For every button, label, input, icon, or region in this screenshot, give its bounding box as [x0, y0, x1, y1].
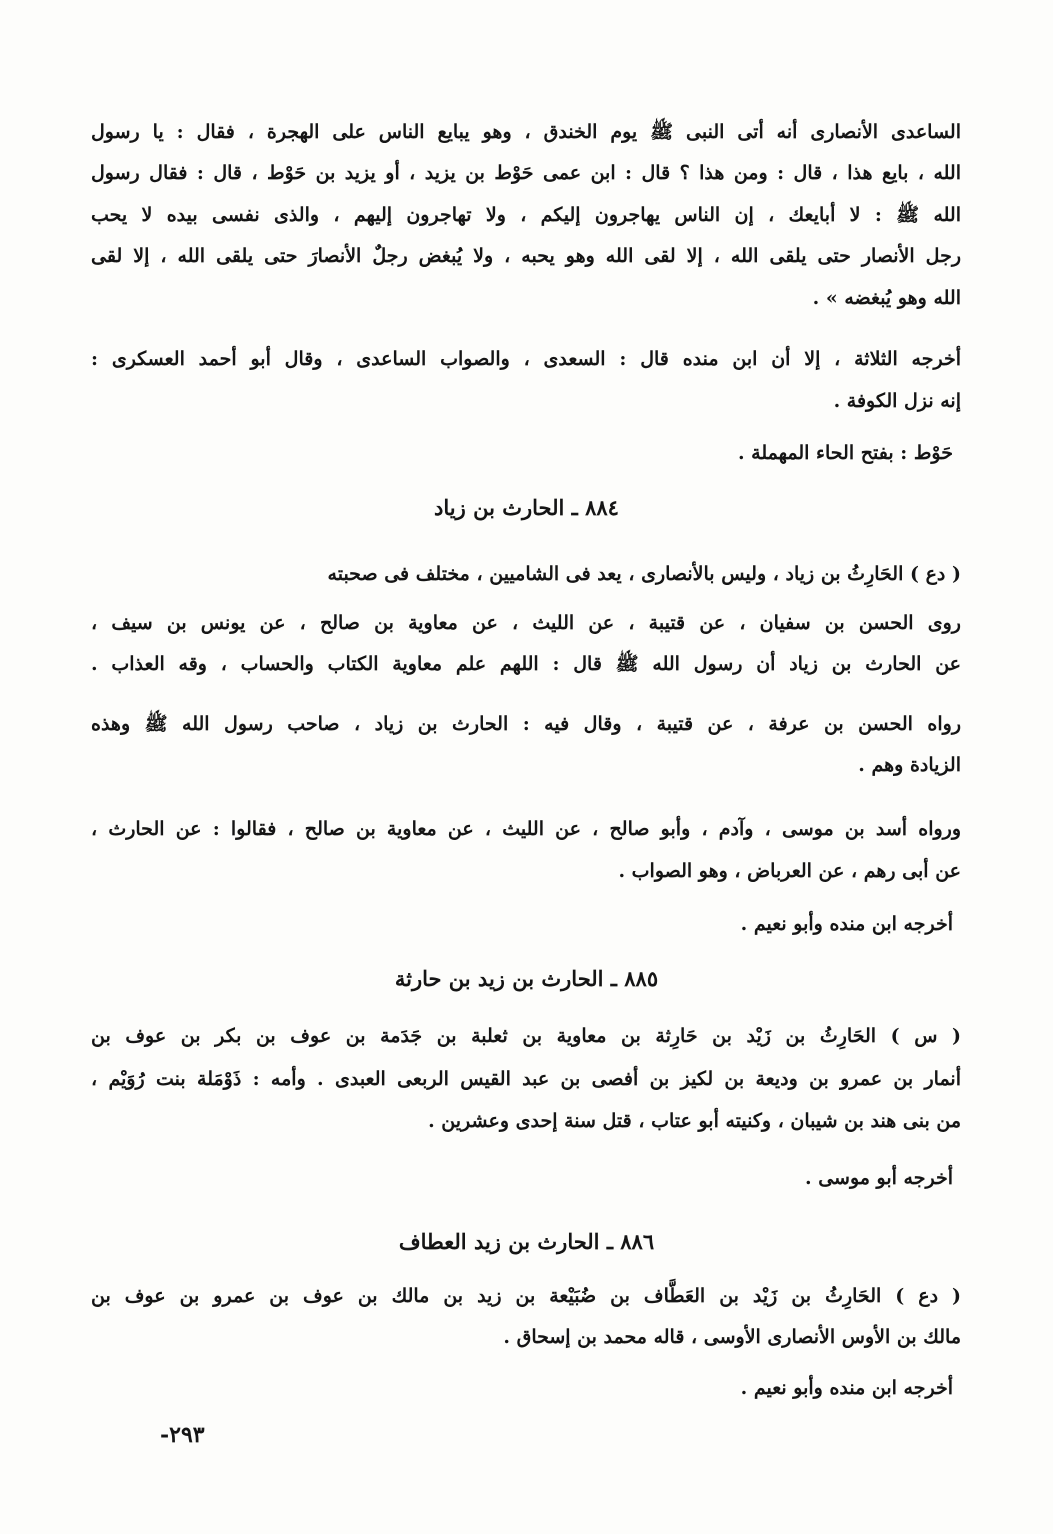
- paragraph-line: أخرجه أبو موسى .: [804, 1167, 953, 1189]
- section-heading: ٨٨٥ ـ الحارث بن زيد بن حارثة: [394, 966, 659, 991]
- paragraph-line: أنمار بن عمرو بن وديعة بن لكيز بن أفصى بن عبد القيس الربعى العبدى . وأمه : ذَوْمَلة بنت رُوَيْم ،: [91, 1068, 961, 1090]
- paragraph-line: ( دع ) الحَارِثُ بن زَيْد بن العَطَّاف بن ضُبَيْعة بن زيد بن مالك بن عوف بن عمرو بن عوف بن: [91, 1285, 961, 1307]
- paragraph-line: رواه الحسن بن عرفة ، عن قتيبة ، وقال فيه : الحارث بن زياد ، صاحب رسول الله ﷺ وهذه: [91, 713, 961, 735]
- paragraph-line: أخرجه ابن منده وأبو نعيم .: [740, 1377, 953, 1399]
- paragraph-line: عن الحارث بن زياد أن رسول الله ﷺ قال : اللهم علم معاوية الكتاب والحساب ، وقه العذاب .: [91, 653, 961, 675]
- paragraph-line: إنه نزل الكوفة .: [833, 390, 961, 412]
- paragraph-line: الله ، بايع هذا ، قال : ومن هذا ؟ قال : ابن عمى حَوْط بن يزيد ، أو يزيد بن حَوْط ، قال : فقال رسول: [91, 162, 961, 184]
- paragraph-line: ( دع ) الحَارِثُ بن زياد ، وليس بالأنصارى ، يعد فى الشاميين ، مختلف فى صحبته: [327, 563, 961, 585]
- paragraph-line: حَوْط : بفتح الحاء المهملة .: [737, 442, 953, 464]
- paragraph-line: ( س ) الحَارِثُ بن زَيْد بن حَارِثة بن معاوية بن ثعلبة بن جَدَمة بن عوف بن بكر بن عوف بن: [91, 1025, 961, 1047]
- section-heading: ٨٨٤ ـ الحارث بن زياد: [434, 495, 619, 520]
- paragraph-line: أخرجه ابن منده وأبو نعيم .: [740, 913, 953, 935]
- paragraph-line: الساعدى الأنصارى أنه أتى النبى ﷺ يوم الخندق ، وهو يبايع الناس على الهجرة ، فقال : يا رسول: [91, 121, 961, 143]
- paragraph-line: الزيادة وهم .: [858, 754, 961, 776]
- paragraph-line: الله ﷺ : لا أبايعك ، إن الناس يهاجرون إليكم ، ولا تهاجرون إليهم ، والذى نفسى بيده لا يحب: [91, 204, 961, 226]
- paragraph-line: روى الحسن بن سفيان ، عن قتيبة ، عن الليث ، عن معاوية بن صالح ، عن يونس بن سيف ،: [91, 612, 961, 634]
- page-number: -٢٩٣: [160, 1422, 205, 1448]
- paragraph-line: الله وهو يُبغضه » .: [812, 287, 961, 309]
- paragraph-line: عن أبى رهم ، عن العرباض ، وهو الصواب .: [618, 860, 961, 882]
- paragraph-line: أخرجه الثلاثة ، إلا أن ابن منده قال : السعدى ، والصواب الساعدى ، وقال أبو أحمد العسكرى :: [91, 348, 961, 370]
- section-heading: ٨٨٦ ـ الحارث بن زيد العطاف: [398, 1229, 655, 1254]
- paragraph-line: مالك بن الأوس الأنصارى الأوسى ، قاله محمد بن إسحاق .: [503, 1326, 961, 1348]
- paragraph-line: ورواه أسد بن موسى ، وآدم ، وأبو صالح ، عن الليث ، عن معاوية بن صالح ، فقالوا : عن الحارث ،: [91, 818, 961, 840]
- paragraph-line: رجل الأنصار حتى يلقى الله ، إلا لقى الله وهو يحبه ، ولا يُبغض رجلٌ الأنصارَ حتى يلقى الله ، إلا لقى: [91, 245, 961, 267]
- paragraph-line: من بنى هند بن شيبان ، وكنيته أبو عتاب ، قتل سنة إحدى وعشرين .: [428, 1110, 961, 1132]
